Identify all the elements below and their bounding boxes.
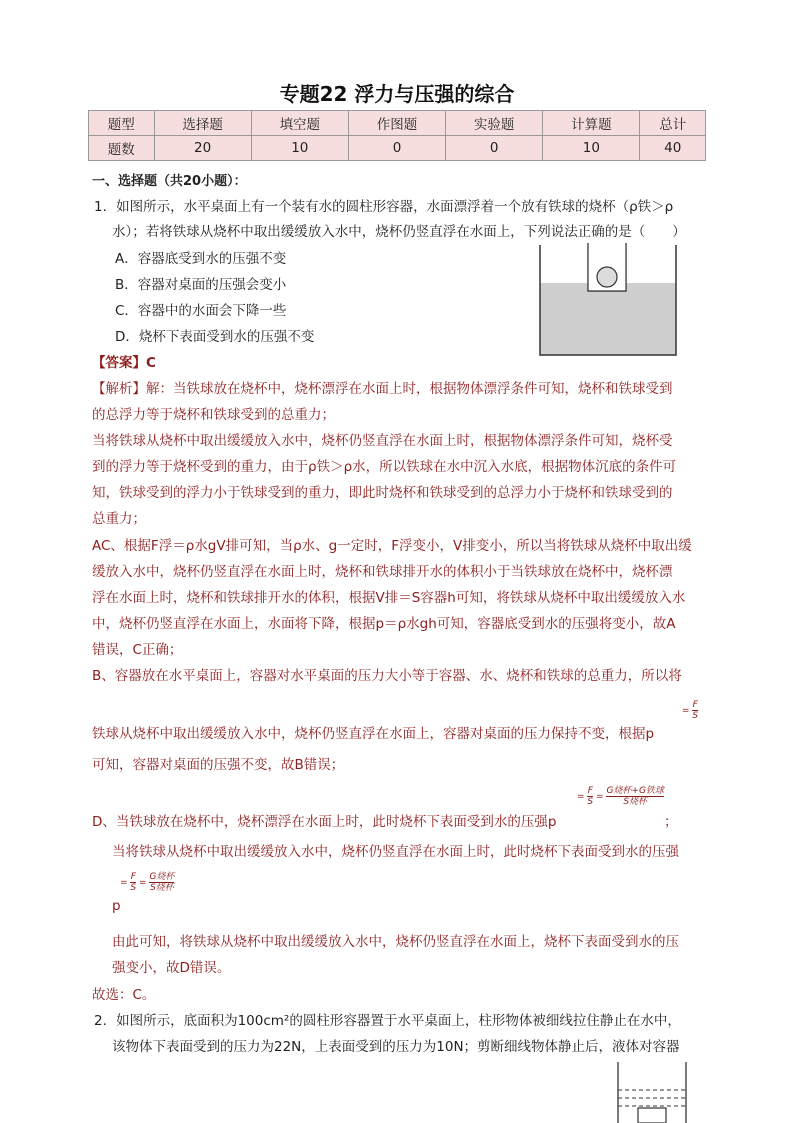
analysis-line: 中，烧杯仍竖直浮在水面上，水面将下降，根据p＝ρ水gh可知，容器底受到水的压强将变小，故A — [92, 616, 676, 632]
table-cell: 10 — [543, 136, 640, 161]
q1-option-d: D．烧杯下表面受到水的压强不变 — [115, 329, 315, 345]
table-header-cell: 填空题 — [251, 111, 348, 136]
table-header-row — [89, 111, 706, 136]
analysis-line: 由此可知，将铁球从烧杯中取出缓缓放入水中，烧杯仍竖直浮在水面上，烧杯下表面受到水的压 — [112, 934, 679, 950]
q2-stem-line2: 该物体下表面受到的压力为22N，上表面受到的压力为10N；剪断细线物体静止后，液体对容器 — [112, 1039, 680, 1055]
section-heading: 一、选择题（共20小题）： — [92, 174, 247, 189]
analysis-line: AC、根据F浮＝ρ水gV排可知，当ρ水、g一定时，F浮变小，V排变小，所以当将铁球从烧杯中取出缓 — [92, 538, 692, 554]
iron-ball — [597, 267, 617, 287]
q1-option-a: A．容器底受到水的压强不变 — [115, 251, 287, 267]
analysis-line: B、容器放在水平桌面上，容器对水平桌面的压力大小等于容器、水、烧杯和铁球的总重力，所以将 — [92, 668, 682, 684]
analysis-line: 总重力； — [92, 511, 146, 527]
table-cell: 20 — [154, 136, 251, 161]
submerged-object — [638, 1108, 666, 1123]
formula-pressure-without-ball: = $\frac{F}{S}$ = G烧杯 S烧杯 — [120, 872, 175, 893]
q1-container-figure — [538, 243, 678, 357]
q1-option-c: C．容器中的水面会下降一些 — [115, 303, 287, 319]
analysis-line: 到的浮力等于烧杯受到的重力，由于ρ铁＞ρ水，所以铁球在水中沉入水底，根据物体沉底的条件可 — [92, 459, 677, 475]
analysis-line: 强变小，故D错误。 — [112, 960, 231, 976]
analysis-line: 当将铁球从烧杯中取出缓缓放入水中，烧杯仍竖直浮在水面上时，此时烧杯下表面受到水的压强 — [112, 844, 679, 860]
water-fill — [540, 283, 676, 355]
analysis-line: 错误，C正确； — [92, 642, 183, 658]
q2-container-figure — [616, 1060, 688, 1123]
analysis-line: D、当铁球放在烧杯中，烧杯漂浮在水面上时，此时烧杯下表面受到水的压强p — [92, 814, 557, 830]
analysis-line: 【解析】解：当铁球放在烧杯中，烧杯漂浮在水面上时，根据物体漂浮条件可知，烧杯和铁球受到 — [92, 381, 673, 397]
analysis-line: 铁球从烧杯中取出缓缓放入水中，烧杯仍竖直浮在水面上，容器对桌面的压力保持不变，根据p — [92, 726, 655, 742]
q1-stem-line1: 1．如图所示，水平桌面上有一个装有水的圆柱形容器，水面漂浮着一个放有铁球的烧杯（ρ铁＞ρ — [94, 199, 674, 215]
table-header-cell: 选择题 — [154, 111, 251, 136]
table-cell: 0 — [348, 136, 445, 161]
table-cell: 10 — [251, 136, 348, 161]
q1-answer: 【答案】C — [92, 355, 156, 371]
analysis-line: 缓放入水中，烧杯仍竖直浮在水面上时，烧杯和铁球排开水的体积小于当铁球放在烧杯中，烧杯漂 — [92, 564, 673, 580]
q2-stem-line1: 2．如图所示，底面积为100cm²的圆柱形容器置于水平桌面上，柱形物体被细线拉住静止在水中， — [94, 1013, 681, 1029]
table-cell: 40 — [640, 136, 706, 161]
formula-f-over-s: = $\frac{F}{S}$ — [681, 700, 699, 721]
analysis-semicolon: ； — [664, 814, 678, 830]
q1-stem-line2: 水）；若将铁球从烧杯中取出缓缓放入水中，烧杯仍竖直浮在水面上，下列说法正确的是（ ） — [112, 224, 686, 240]
table-row — [89, 136, 706, 161]
q1-option-b: B．容器对桌面的压强会变小 — [115, 277, 287, 293]
page-title: 专题22 浮力与压强的综合 — [279, 82, 515, 106]
table-cell: 0 — [446, 136, 543, 161]
formula-pressure-with-ball: = $\frac{F}{S}$ = G烧杯+G铁球 S烧杯 — [577, 786, 664, 807]
table-header-cell: 实验题 — [446, 111, 543, 136]
table-header-cell: 总计 — [640, 111, 706, 136]
analysis-line: 可知，容器对桌面的压强不变，故B错误； — [92, 757, 345, 773]
analysis-line: 当将铁球从烧杯中取出缓缓放入水中，烧杯仍竖直浮在水面上时，根据物体漂浮条件可知，烧杯受 — [92, 433, 673, 449]
table-header-cell: 计算题 — [543, 111, 640, 136]
table-header-cell: 作图题 — [348, 111, 445, 136]
question-count-table — [88, 110, 706, 161]
analysis-line: p — [112, 898, 121, 914]
table-cell: 题数 — [89, 136, 155, 161]
analysis-line: 故选：C。 — [92, 987, 156, 1003]
analysis-line: 知，铁球受到的浮力小于铁球受到的重力，即此时烧杯和铁球受到的总浮力小于烧杯和铁球受到的 — [92, 485, 673, 501]
table-header-cell: 题型 — [89, 111, 155, 136]
analysis-line: 的总浮力等于烧杯和铁球受到的总重力； — [92, 407, 335, 423]
analysis-line: 浮在水面上时，烧杯和铁球排开水的体积，根据V排＝S容器h可知，将铁球从烧杯中取出缓缓放入水 — [92, 590, 686, 606]
